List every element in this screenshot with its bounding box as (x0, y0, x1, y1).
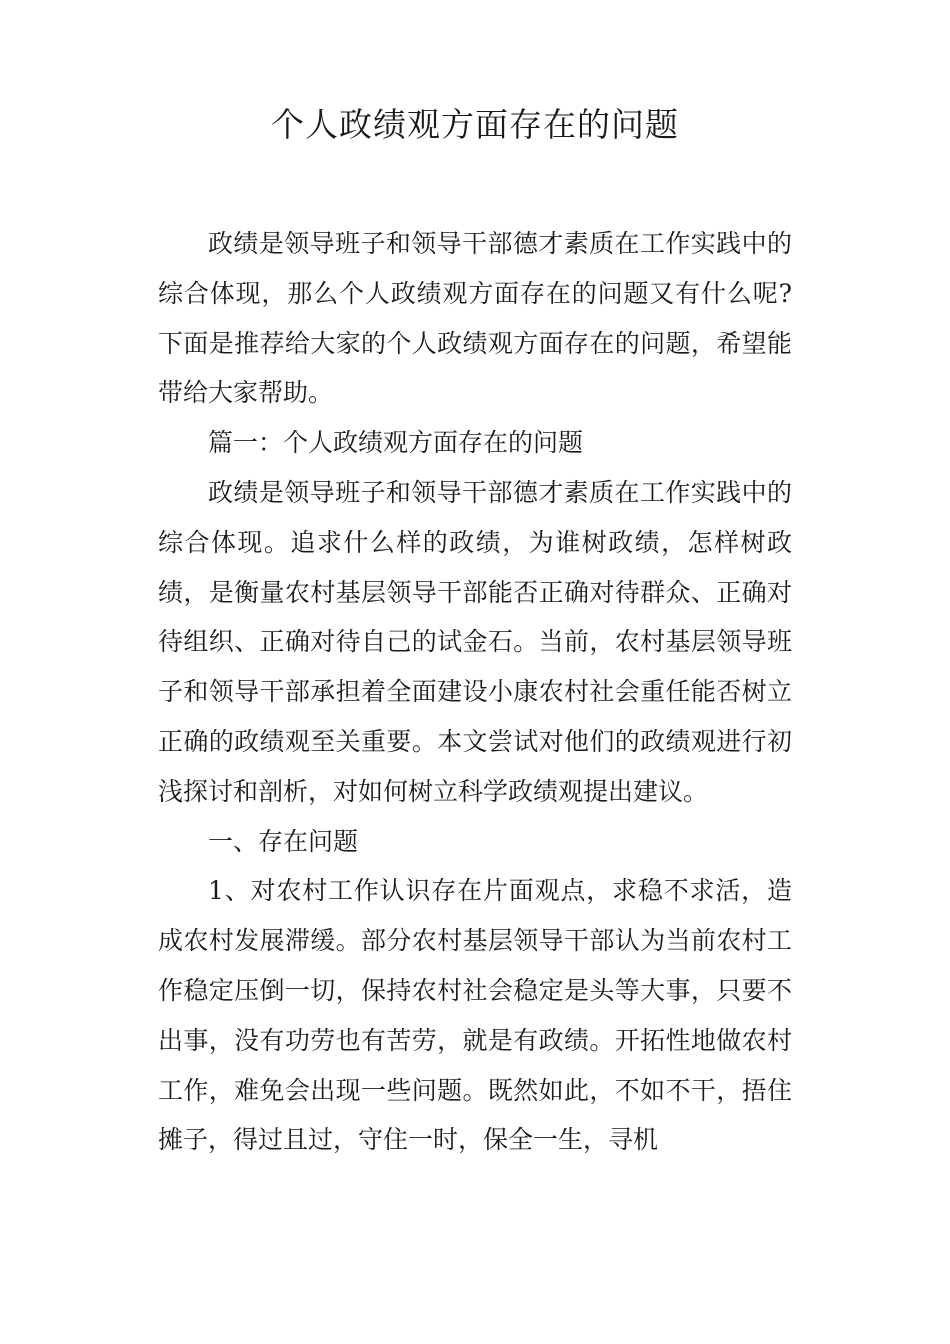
body-paragraph: 政绩是领导班子和领导干部德才素质在工作实践中的综合体现。追求什么样的政绩，为谁树政绩，怎样树政绩，是衡量农村基层领导干部能否正确对待群众、正确对待组织、正确对待自己的试金石。当前，农村基层领导班子和领导干部承担着全面建设小康农村社会重任能否树立正确的政绩观至关重要。本文尝试对他们的政绩观进行初浅探讨和剖析，对如何树立科学政绩观提出建议。 (158, 477, 792, 806)
subsection-heading-problems: 一、存在问题 (208, 826, 359, 856)
body-paragraph: 1、对农村工作认识存在片面观点，求稳不求活，造成农村发展滞缓。部分农村基层领导干部认为当前农村工作稳定压倒一切，保持农村社会稳定是头等大事，只要不出事，没有功劳也有苦劳，就是有政绩。开拓性地做农村工作，难免会出现一些问题。既然如此，不如不干，捂住摊子，得过且过，守住一时，保全一生，寻机 (158, 876, 792, 1155)
document-body (158, 219, 792, 1165)
intro-paragraph: 政绩是领导班子和领导干部德才素质在工作实践中的综合体现，那么个人政绩观方面存在的问题又有什么呢?下面是推荐给大家的个人政绩观方面存在的问题，希望能带给大家帮助。 (158, 229, 792, 408)
section-heading-part-one: 篇一：个人政绩观方面存在的问题 (208, 428, 584, 458)
document-title: 个人政绩观方面存在的问题 (271, 105, 679, 144)
